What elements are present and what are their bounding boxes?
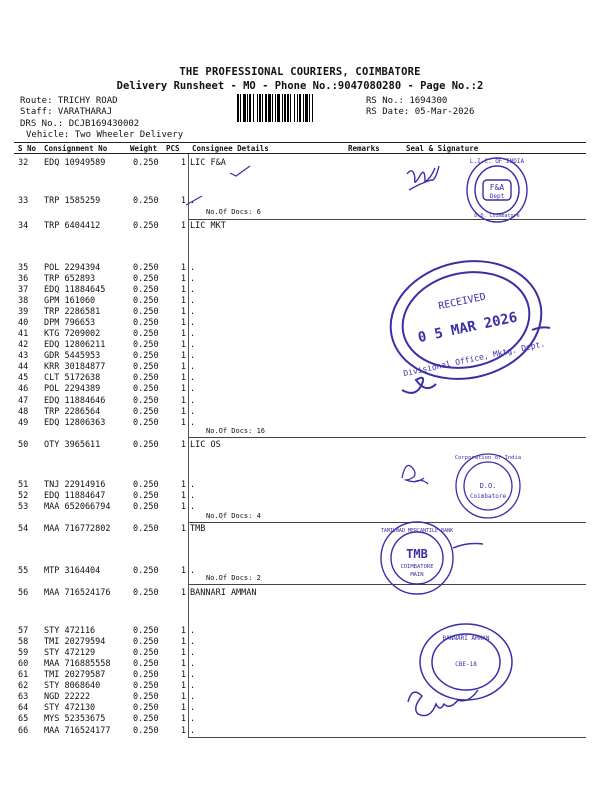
stamp-text: D.O. Coimbatore bbox=[474, 213, 520, 219]
row-pcs: 1 bbox=[180, 329, 186, 339]
stamp-text: MAIN bbox=[410, 572, 424, 578]
row-consignment: NGD 22222 bbox=[44, 692, 91, 702]
row-consignee-details: . bbox=[190, 480, 196, 490]
row-consignment: MAA 716885558 bbox=[44, 659, 111, 669]
row-consignment: POL 2294389 bbox=[44, 384, 101, 394]
row-weight: 0.250 bbox=[133, 480, 159, 490]
doc-count-label: No.Of Docs: 6 bbox=[206, 208, 261, 216]
row-pcs: 1 bbox=[180, 502, 186, 512]
row-weight: 0.250 bbox=[133, 703, 159, 713]
row-sno: 65 bbox=[18, 714, 29, 724]
row-sno: 35 bbox=[18, 263, 29, 273]
row-consignee-details: . bbox=[190, 502, 196, 512]
row-consignee-details: . bbox=[190, 681, 196, 691]
row-sno: 32 bbox=[18, 158, 29, 168]
stamp-text: 0 5 MAR 2026 bbox=[416, 309, 519, 347]
drs-number: DRS No.: DCJB169430002 bbox=[20, 119, 140, 129]
row-sno: 34 bbox=[18, 221, 29, 231]
row-pcs: 1 bbox=[180, 626, 186, 636]
row-pcs: 1 bbox=[180, 637, 186, 647]
row-pcs: 1 bbox=[180, 296, 186, 306]
row-consignment: TRP 2286564 bbox=[44, 407, 101, 417]
row-consignment: KRR 30184877 bbox=[44, 362, 106, 372]
row-weight: 0.250 bbox=[133, 396, 159, 406]
row-weight: 0.250 bbox=[133, 626, 159, 636]
row-pcs: 1 bbox=[180, 659, 186, 669]
row-consignment: EDQ 10949589 bbox=[44, 158, 106, 168]
stamp-text: F&A bbox=[489, 183, 505, 192]
row-weight: 0.250 bbox=[133, 418, 159, 428]
row-consignment: EDQ 11884646 bbox=[44, 396, 106, 406]
row-pcs: 1 bbox=[180, 362, 186, 372]
column-header-sno: S No bbox=[18, 144, 37, 153]
row-pcs: 1 bbox=[180, 307, 186, 317]
row-weight: 0.250 bbox=[133, 659, 159, 669]
row-sno: 47 bbox=[18, 396, 29, 406]
row-weight: 0.250 bbox=[133, 681, 159, 691]
row-consignee-details: . bbox=[190, 670, 196, 680]
doc-count-label: No.Of Docs: 4 bbox=[206, 512, 261, 520]
rs-date: RS Date: 05-Mar-2026 bbox=[366, 107, 475, 117]
row-consignee-details: . bbox=[190, 692, 196, 702]
stamp-text: Dept bbox=[489, 193, 505, 200]
row-weight: 0.250 bbox=[133, 440, 159, 450]
row-consignment: STY 472129 bbox=[44, 648, 96, 658]
row-consignee-details: BANNARI AMMAN bbox=[190, 588, 257, 598]
row-weight: 0.250 bbox=[133, 407, 159, 417]
row-sno: 50 bbox=[18, 440, 29, 450]
row-pcs: 1 bbox=[180, 418, 186, 428]
row-pcs: 1 bbox=[180, 703, 186, 713]
row-sno: 45 bbox=[18, 373, 29, 383]
row-consignee-details: . bbox=[190, 274, 196, 284]
row-sno: 58 bbox=[18, 637, 29, 647]
row-sno: 37 bbox=[18, 285, 29, 295]
row-consignee-details: . bbox=[190, 626, 196, 636]
row-weight: 0.250 bbox=[133, 296, 159, 306]
group-separator bbox=[188, 737, 586, 738]
rs-number: RS No.: 1694300 bbox=[366, 96, 448, 106]
column-header-seal: Seal & Signature bbox=[406, 144, 479, 153]
row-weight: 0.250 bbox=[133, 726, 159, 736]
row-sno: 46 bbox=[18, 384, 29, 394]
row-weight: 0.250 bbox=[133, 221, 159, 231]
row-sno: 53 bbox=[18, 502, 29, 512]
row-consignee-details: . bbox=[190, 703, 196, 713]
row-sno: 52 bbox=[18, 491, 29, 501]
row-sno: 51 bbox=[18, 480, 29, 490]
row-sno: 41 bbox=[18, 329, 29, 339]
row-consignment: TRP 1585259 bbox=[44, 196, 101, 206]
row-consignment: GPM 161060 bbox=[44, 296, 96, 306]
row-consignment: STY 472130 bbox=[44, 703, 96, 713]
row-pcs: 1 bbox=[180, 692, 186, 702]
row-consignee-details: . bbox=[190, 637, 196, 647]
row-sno: 56 bbox=[18, 588, 29, 598]
row-pcs: 1 bbox=[180, 670, 186, 680]
row-weight: 0.250 bbox=[133, 373, 159, 383]
row-pcs: 1 bbox=[180, 524, 186, 534]
stamp-text: CBE-18 bbox=[455, 661, 477, 668]
row-pcs: 1 bbox=[180, 221, 186, 231]
row-consignee-details: LIC OS bbox=[190, 440, 221, 450]
row-consignee-details: . bbox=[190, 407, 196, 417]
row-sno: 62 bbox=[18, 681, 29, 691]
row-consignment: EDQ 12806363 bbox=[44, 418, 106, 428]
row-consignment: MAA 652066794 bbox=[44, 502, 111, 512]
row-weight: 0.250 bbox=[133, 637, 159, 647]
row-consignee-details: . bbox=[190, 726, 196, 736]
row-consignee-details: . bbox=[190, 373, 196, 383]
row-consignee-details: . bbox=[190, 318, 196, 328]
row-consignment: MAA 716524176 bbox=[44, 588, 111, 598]
group-separator bbox=[188, 437, 586, 438]
row-sno: 33 bbox=[18, 196, 29, 206]
stamp-text: Corporation of India bbox=[454, 455, 522, 461]
vehicle-label: Vehicle: Two Wheeler Delivery bbox=[26, 130, 184, 140]
row-sno: 38 bbox=[18, 296, 29, 306]
row-weight: 0.250 bbox=[133, 340, 159, 350]
row-consignment: CLT 5172638 bbox=[44, 373, 101, 383]
row-consignment: STY 472116 bbox=[44, 626, 96, 636]
row-consignee-details: . bbox=[190, 340, 196, 350]
row-consignee-details: LIC F&A bbox=[190, 158, 226, 168]
row-sno: 60 bbox=[18, 659, 29, 669]
row-pcs: 1 bbox=[180, 196, 186, 206]
doc-count-label: No.Of Docs: 2 bbox=[206, 574, 261, 582]
row-sno: 49 bbox=[18, 418, 29, 428]
row-consignment: EDQ 12806211 bbox=[44, 340, 106, 350]
stamp-text: TMB bbox=[406, 547, 428, 561]
row-consignment: DPM 796653 bbox=[44, 318, 96, 328]
row-pcs: 1 bbox=[180, 681, 186, 691]
row-weight: 0.250 bbox=[133, 285, 159, 295]
stamp-text: D.O. bbox=[479, 482, 497, 490]
bannari-amman-stamp-image bbox=[398, 620, 528, 732]
row-pcs: 1 bbox=[180, 396, 186, 406]
row-consignee-details: . bbox=[190, 263, 196, 273]
row-weight: 0.250 bbox=[133, 491, 159, 501]
row-consignment: POL 2294394 bbox=[44, 263, 101, 273]
row-weight: 0.250 bbox=[133, 692, 159, 702]
row-consignee-details: . bbox=[190, 714, 196, 724]
row-pcs: 1 bbox=[180, 480, 186, 490]
row-weight: 0.250 bbox=[133, 714, 159, 724]
row-consignee-details: . bbox=[190, 362, 196, 372]
row-consignee-details: . bbox=[190, 648, 196, 658]
table-row bbox=[0, 566, 600, 577]
row-consignment: KTG 7209002 bbox=[44, 329, 101, 339]
row-pcs: 1 bbox=[180, 714, 186, 724]
stamp-text: Divisional Office, Mktg. Dept. bbox=[402, 339, 546, 379]
row-weight: 0.250 bbox=[133, 384, 159, 394]
row-pcs: 1 bbox=[180, 351, 186, 361]
row-pcs: 1 bbox=[180, 491, 186, 501]
header-top-rule bbox=[14, 142, 586, 143]
row-sno: 64 bbox=[18, 703, 29, 713]
row-weight: 0.250 bbox=[133, 588, 159, 598]
row-sno: 63 bbox=[18, 692, 29, 702]
row-consignment: MAA 716772802 bbox=[44, 524, 111, 534]
row-consignee-details: . bbox=[190, 351, 196, 361]
row-weight: 0.250 bbox=[133, 524, 159, 534]
row-weight: 0.250 bbox=[133, 648, 159, 658]
tick-mark-icon bbox=[228, 164, 252, 178]
lic-fa-stamp-image bbox=[395, 152, 535, 232]
row-weight: 0.250 bbox=[133, 670, 159, 680]
stamp-text: L.I.C. OF INDIA bbox=[469, 158, 525, 165]
row-weight: 0.250 bbox=[133, 158, 159, 168]
row-consignment: OTY 3965611 bbox=[44, 440, 101, 450]
row-pcs: 1 bbox=[180, 726, 186, 736]
staff-label: Staff: VARATHARAJ bbox=[20, 107, 113, 117]
row-weight: 0.250 bbox=[133, 502, 159, 512]
row-pcs: 1 bbox=[180, 440, 186, 450]
row-weight: 0.250 bbox=[133, 351, 159, 361]
row-weight: 0.250 bbox=[133, 329, 159, 339]
row-pcs: 1 bbox=[180, 285, 186, 295]
row-consignee-details: . bbox=[190, 307, 196, 317]
row-consignment: STY 8068640 bbox=[44, 681, 101, 691]
column-header-pcs: PCS bbox=[166, 144, 180, 153]
row-weight: 0.250 bbox=[133, 307, 159, 317]
row-sno: 43 bbox=[18, 351, 29, 361]
document-title: THE PROFESSIONAL COURIERS, COIMBATORE bbox=[179, 66, 421, 78]
row-sno: 48 bbox=[18, 407, 29, 417]
row-weight: 0.250 bbox=[133, 263, 159, 273]
row-sno: 57 bbox=[18, 626, 29, 636]
column-header-consignment: Consignment No bbox=[44, 144, 108, 153]
row-consignment: GDR 5445953 bbox=[44, 351, 101, 361]
lic-os-stamp-image bbox=[392, 448, 524, 528]
row-pcs: 1 bbox=[180, 274, 186, 284]
row-consignee-details: . bbox=[190, 566, 196, 576]
row-consignment: TMI 20279594 bbox=[44, 637, 106, 647]
stamp-text: TAMILNAD MERCANTILE BANK bbox=[380, 528, 454, 534]
stamp-text: Coimbatore bbox=[469, 493, 507, 500]
row-consignee-details: . bbox=[190, 396, 196, 406]
stamp-text: COIMBATORE bbox=[400, 564, 434, 570]
row-consignee-details: . bbox=[190, 491, 196, 501]
row-sno: 44 bbox=[18, 362, 29, 372]
row-sno: 61 bbox=[18, 670, 29, 680]
row-consignee-details: . bbox=[190, 659, 196, 669]
row-consignee-details: . bbox=[190, 418, 196, 428]
row-consignment: MYS 52353675 bbox=[44, 714, 106, 724]
row-consignee-details: . bbox=[190, 384, 196, 394]
route-label: Route: TRICHY ROAD bbox=[20, 96, 118, 106]
row-consignment: EDQ 11884647 bbox=[44, 491, 106, 501]
barcode-image bbox=[236, 94, 362, 122]
row-sno: 39 bbox=[18, 307, 29, 317]
row-weight: 0.250 bbox=[133, 362, 159, 372]
row-consignment: TRP 652893 bbox=[44, 274, 96, 284]
row-consignment: TMI 20279587 bbox=[44, 670, 106, 680]
row-sno: 40 bbox=[18, 318, 29, 328]
row-sno: 54 bbox=[18, 524, 29, 534]
row-consignee-details: LIC MKT bbox=[190, 221, 226, 231]
row-pcs: 1 bbox=[180, 158, 186, 168]
row-sno: 59 bbox=[18, 648, 29, 658]
row-pcs: 1 bbox=[180, 373, 186, 383]
row-consignee-details: TMB bbox=[190, 524, 206, 534]
tick-mark-icon bbox=[184, 194, 204, 208]
row-sno: 55 bbox=[18, 566, 29, 576]
row-pcs: 1 bbox=[180, 648, 186, 658]
stamp-text: RECEIVED bbox=[437, 291, 487, 313]
stamp-text: BANNARI AMMAN bbox=[442, 635, 490, 642]
row-pcs: 1 bbox=[180, 588, 186, 598]
column-header-weight: Weight bbox=[130, 144, 158, 153]
row-weight: 0.250 bbox=[133, 318, 159, 328]
row-sno: 42 bbox=[18, 340, 29, 350]
row-pcs: 1 bbox=[180, 340, 186, 350]
row-pcs: 1 bbox=[180, 566, 186, 576]
row-consignment: EDQ 11884645 bbox=[44, 285, 106, 295]
row-weight: 0.250 bbox=[133, 566, 159, 576]
column-header-remarks: Remarks bbox=[348, 144, 380, 153]
row-weight: 0.250 bbox=[133, 196, 159, 206]
doc-count-label: No.Of Docs: 16 bbox=[206, 427, 266, 435]
row-pcs: 1 bbox=[180, 407, 186, 417]
row-pcs: 1 bbox=[180, 263, 186, 273]
row-sno: 36 bbox=[18, 274, 29, 284]
row-consignment: MAA 716524177 bbox=[44, 726, 111, 736]
row-consignment: TRP 6404412 bbox=[44, 221, 101, 231]
row-consignee-details: . bbox=[190, 196, 196, 206]
table-row bbox=[0, 588, 600, 599]
row-weight: 0.250 bbox=[133, 274, 159, 284]
row-consignee-details: . bbox=[190, 285, 196, 295]
column-header-details: Consignee Details bbox=[192, 144, 269, 153]
row-consignee-details: . bbox=[190, 329, 196, 339]
tmb-stamp-image bbox=[375, 518, 495, 598]
row-pcs: 1 bbox=[180, 318, 186, 328]
row-consignment: MTP 3164404 bbox=[44, 566, 101, 576]
row-consignment: TRP 2286581 bbox=[44, 307, 101, 317]
row-sno: 66 bbox=[18, 726, 29, 736]
row-consignee-details: . bbox=[190, 296, 196, 306]
lic-mkt-received-stamp-image bbox=[362, 250, 562, 420]
document-subtitle: Delivery Runsheet - MO - Phone No.:9047080280 - Page No.:2 bbox=[116, 80, 484, 92]
row-consignment: TNJ 22914916 bbox=[44, 480, 106, 490]
row-pcs: 1 bbox=[180, 384, 186, 394]
